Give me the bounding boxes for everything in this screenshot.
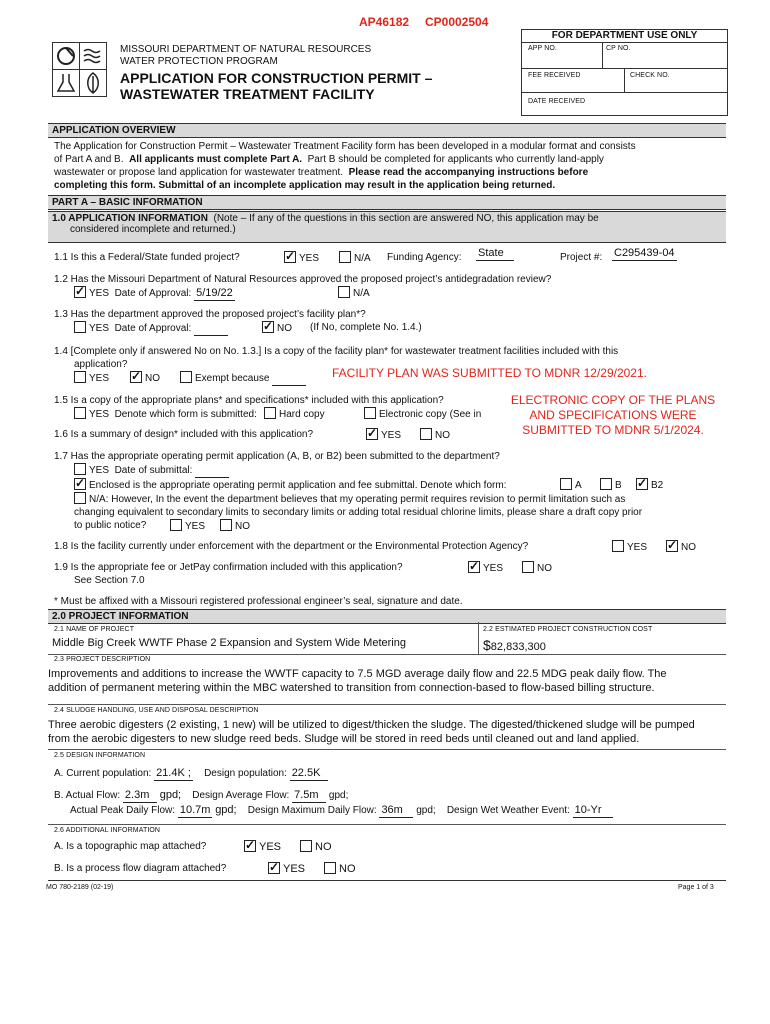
electronic-copy-checkbox[interactable] xyxy=(364,407,376,419)
q19-yes-checkbox[interactable] xyxy=(468,561,480,573)
construction-cost-field[interactable]: $82,833,300 xyxy=(483,637,546,653)
flow-row-1: B. Actual Flow: 2.3m gpd; Design Average Flow: 7.5m gpd; xyxy=(54,789,349,801)
overview-heading: APPLICATION OVERVIEW xyxy=(48,123,726,138)
form-a-checkbox[interactable] xyxy=(560,478,572,490)
actual-peak-flow-field[interactable]: 10.7m xyxy=(179,804,211,816)
process-flow-question: B. Is a process flow diagram attached? ✓ YES NO xyxy=(54,862,724,875)
funding-agency-field[interactable]: State xyxy=(476,247,514,261)
q11-na-checkbox[interactable] xyxy=(339,251,351,263)
q17-draft-no-checkbox[interactable] xyxy=(220,519,232,531)
q16-no-checkbox[interactable] xyxy=(420,428,432,440)
q15-yes-checkbox[interactable] xyxy=(74,407,86,419)
actual-flow-field[interactable]: 2.3m xyxy=(123,789,157,803)
q19-no-checkbox[interactable] xyxy=(522,561,534,573)
dnr-logo-lab-icon xyxy=(52,69,80,97)
construction-cost-label: 2.2 ESTIMATED PROJECT CONSTRUCTION COST xyxy=(483,626,653,633)
application-id: AP46182 xyxy=(359,15,410,29)
q13-no-checkbox[interactable] xyxy=(262,321,274,333)
additional-info-label: 2.6 ADDITIONAL INFORMATION xyxy=(54,827,161,834)
q14-exempt-checkbox[interactable] xyxy=(180,371,192,383)
flow-diagram-no-checkbox[interactable] xyxy=(324,862,336,874)
topo-yes-checkbox[interactable] xyxy=(244,840,256,852)
q18-no-checkbox[interactable] xyxy=(666,540,678,552)
design-average-flow-field[interactable]: 7.5m xyxy=(292,789,326,803)
question-1-2: 1.2 Has the Missouri Department of Natural Resources approved the proposed project’s antidegradation review? ✓YES Date of Approval: 5/19/22 N/A xyxy=(54,273,724,301)
project-name-field[interactable]: Middle Big Creek WWTF Phase 2 Expansion and System Wide Metering xyxy=(52,637,406,649)
flow-diagram-yes-checkbox[interactable] xyxy=(268,862,280,874)
population-row: A. Current population: 21.4K ; Design population: 22.5K xyxy=(54,767,724,781)
page-number: Page 1 of 3 xyxy=(678,884,714,891)
topo-no-checkbox[interactable] xyxy=(300,840,312,852)
q12-na-checkbox[interactable] xyxy=(338,286,350,298)
section-2-header: 2.0 PROJECT INFORMATION xyxy=(48,609,726,624)
form-b-checkbox[interactable] xyxy=(600,478,612,490)
agency-name: MISSOURI DEPARTMENT OF NATURAL RESOURCES xyxy=(120,44,372,55)
project-name-label: 2.1 NAME OF PROJECT xyxy=(54,626,135,633)
q13-yes-checkbox[interactable] xyxy=(74,321,86,333)
flow-row-2: Actual Peak Daily Flow: 10.7m gpd; Design Maximum Daily Flow: 36m gpd; Design Wet Weather Event: 10-Yr xyxy=(70,804,740,818)
check-no-label: CHECK NO. xyxy=(630,72,670,79)
engineer-seal-footnote: * Must be affixed with a Missouri registered professional engineer’s seal, signature and date. xyxy=(54,596,463,607)
current-population-field[interactable]: 21.4K ; xyxy=(156,767,191,779)
project-description-label: 2.3 PROJECT DESCRIPTION xyxy=(54,656,151,663)
dnr-logo-water-icon xyxy=(52,42,80,70)
sludge-description-field[interactable]: Three aerobic digesters (2 existing, 1 new) will be utilized to digest/thicken the sludge. The digested/thickened sludge will be pumped from the aerobic digesters to new sludge reed beds. Sludge will be stored in reed beds until cleaned out and land applied. xyxy=(48,719,695,745)
question-1-3: 1.3 Has the department approved the proposed project’s facility plan*? YES Date of Approval: ✓ NO (If No, complete No. 1.4.) xyxy=(54,308,724,336)
q17-enclosed-checkbox[interactable] xyxy=(74,478,86,490)
department-use-box xyxy=(521,29,728,116)
question-1-8: 1.8 Is the facility currently under enforcement with the department or the Environmental Protection Agency? YES ✓ NO xyxy=(54,540,724,553)
facility-plan-note: FACILITY PLAN WAS SUBMITTED TO MDNR 12/29/2021. xyxy=(332,366,647,380)
sludge-label: 2.4 SLUDGE HANDLING, USE AND DISPOSAL DESCRIPTION xyxy=(54,707,259,714)
question-1-6: 1.6 Is a summary of design* included with this application? ✓ YES NO xyxy=(54,428,494,441)
design-population-field[interactable]: 22.5K xyxy=(290,767,328,781)
dnr-logo-air-icon xyxy=(79,42,107,70)
form-title-line1: APPLICATION FOR CONSTRUCTION PERMIT – xyxy=(120,70,433,86)
q18-yes-checkbox[interactable] xyxy=(612,540,624,552)
q12-yes-checkbox[interactable] xyxy=(74,286,86,298)
design-wet-weather-field[interactable]: 10-Yr xyxy=(573,804,613,818)
form-b2-checkbox[interactable] xyxy=(636,478,648,490)
hard-copy-checkbox[interactable] xyxy=(264,407,276,419)
program-name: WATER PROTECTION PROGRAM xyxy=(120,56,278,67)
design-max-flow-field[interactable]: 36m xyxy=(379,804,413,818)
q12-date-field[interactable]: 5/19/22 xyxy=(196,287,233,299)
question-1-4: 1.4 [Complete only if answered No on No. 1.3.] Is a copy of the facility plan* for wastewater treatment facilities included with this application? YES ✓ NO Exempt because FACILITY PLAN WAS SUBMITTED TO MDNR 12/29/2021. xyxy=(54,345,724,385)
overview-text: The Application for Construction Permit – Wastewater Treatment Facility form has been developed in a modular format and consists of Part A and B. All applicants must complete Part A. Part B should be completed for applicants who currently land-apply wastewater or propose land application for wastewater treatment. Please read the accompanying instructions before completing this form. Submittal of an incomplete application may result in the application being returned. xyxy=(54,141,636,191)
topographic-map-question: A. Is a topographic map attached? ✓ YES NO xyxy=(54,840,724,853)
project-number-field[interactable]: C295439-04 xyxy=(614,247,675,259)
question-1-9: 1.9 Is the appropriate fee or JetPay confirmation included with this application? ✓ YES NO See Section 7.0 xyxy=(54,561,724,587)
q17-yes-checkbox[interactable] xyxy=(74,463,86,475)
fee-received-label: FEE RECEIVED xyxy=(528,72,581,79)
question-1-7: 1.7 Has the appropriate operating permit application (A, B, or B2) been submitted to the department? YES Date of submittal: ✓Enclosed is the appropriate operating permit application and fee submittal. Denote which form: A B ✓ B2 N/A: However, In the event the department believes that my operating permit requires revision to permit limitation such as changing equivalent to secondary limits to secondary limits or adding total residual chlorine limits, please share a draft copy prior to public notice? YES NO xyxy=(54,450,724,532)
date-received-label: DATE RECEIVED xyxy=(528,98,586,105)
question-1-5: 1.5 Is a copy of the appropriate plans* and specifications* included with this application? YES Denote which form is submitted: Hard copy Electronic copy (See in xyxy=(54,395,482,420)
cp-no-label: CP NO. xyxy=(606,45,631,52)
question-1-1: 1.1 Is this a Federal/State funded project? ✓ YES N/A Funding Agency: State Project #: C295439-04 xyxy=(54,251,724,264)
app-no-label: APP NO. xyxy=(528,45,557,52)
form-title-line2: WASTEWATER TREATMENT FACILITY xyxy=(120,86,375,102)
part-a-heading: PART A – BASIC INFORMATION xyxy=(48,195,726,210)
permit-id: CP0002504 xyxy=(425,15,489,29)
plans-specs-note: ELECTRONIC COPY OF THE PLANS AND SPECIFICATIONS WERE SUBMITTED TO MDNR 5/1/2024. xyxy=(510,393,716,437)
form-number: MO 780-2189 (02-19) xyxy=(46,884,114,891)
q14-no-checkbox[interactable] xyxy=(130,371,142,383)
dnr-logo-leaf-icon xyxy=(79,69,107,97)
q17-draft-yes-checkbox[interactable] xyxy=(170,519,182,531)
q14-yes-checkbox[interactable] xyxy=(74,371,86,383)
q17-na-checkbox[interactable] xyxy=(74,492,86,504)
department-use-header: FOR DEPARTMENT USE ONLY xyxy=(522,30,727,43)
design-info-label: 2.5 DESIGN INFORMATION xyxy=(54,752,146,759)
q11-yes-checkbox[interactable] xyxy=(284,251,296,263)
section-1-header: 1.0 APPLICATION INFORMATION (Note – If any of the questions in this section are answered NO, this application may be considered incomplete and returned.) xyxy=(48,211,726,243)
project-description-field[interactable]: Improvements and additions to increase the WWTF capacity to 7.5 MGD average daily flow and 22.5 MDG peak daily flow. The addition of permanent metering within the MBC watershed to transition from connection-based to flow-based billing structure. xyxy=(48,668,667,694)
q16-yes-checkbox[interactable] xyxy=(366,428,378,440)
